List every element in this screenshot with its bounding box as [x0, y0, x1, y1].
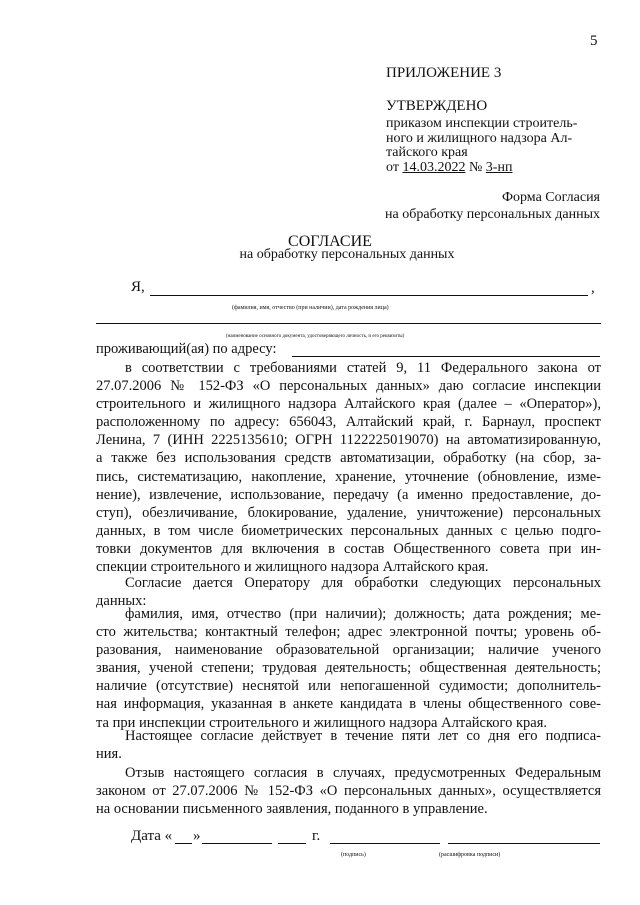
year-field-line[interactable] [278, 843, 306, 844]
paragraph-validity [96, 727, 601, 763]
name-field-line[interactable] [150, 295, 588, 296]
date-close-quote: » [193, 828, 201, 844]
text-line: сто жительства; контактный телефон; адрес электронной почты; уровень об- [96, 624, 601, 641]
page-number: 5 [590, 33, 598, 49]
text-line: строительного и жилищного надзора Алтайского края (далее – «Оператор»), [96, 396, 601, 413]
address-field-line[interactable] [292, 356, 600, 357]
order-line: тайского края [386, 145, 468, 160]
order-text [386, 117, 577, 161]
text-line: звания, ученой степени; трудовая деятельность; общественная деятельность; [96, 660, 601, 677]
name-field-end: , [591, 280, 595, 296]
text-line: ступ), обезличивание, блокирование, удаление, уничтожение) персональных [96, 504, 601, 521]
address-label: проживающий(ая) по адресу: [96, 341, 277, 357]
text-line: расположенному по адресу: 656043, Алтайский край, г. Барнаул, проспект [96, 414, 601, 431]
order-number: 3-нп [485, 160, 513, 175]
year-suffix: г. [312, 828, 321, 844]
text-line: Настоящее согласие действует в течение пяти лет со дня его подписа- [125, 728, 601, 744]
text-line: ная информация, указанная в анкете кандидата в члены общественного сове- [96, 696, 601, 713]
text-line: Согласие дается Оператору для обработки следующих персональных [125, 575, 601, 591]
document-caption: (наименование основного документа, удостоверяющего личность, и его реквизиты) [226, 334, 405, 339]
day-field-line[interactable] [175, 843, 192, 844]
order-line: приказом инспекции строитель- [386, 116, 578, 131]
text-line: данных, в том числе биометрических персональных данных с целью подго- [96, 522, 601, 539]
text-line: фамилия, имя, отчество (при наличии); должность; дата рождения; ме- [125, 606, 601, 622]
order-date-line [386, 160, 512, 176]
date-label: Дата « [131, 828, 173, 844]
paragraph-consent [96, 359, 601, 576]
form-caption-line: на обработку персональных данных [385, 207, 600, 222]
text-line: спекции строительного и жилищного надзора Алтайского края. [96, 559, 489, 576]
text-line: данных: [96, 593, 147, 610]
month-field-line[interactable] [202, 843, 272, 844]
text-line: товки документов для включения в состав Общественного совета при ин- [96, 540, 601, 557]
text-line: Отзыв настоящего согласия в случаях, предусмотренных Федеральным [125, 765, 601, 781]
text-line: пись, систематизацию, накопление, хранение, уточнение (обновление, изме- [96, 468, 601, 485]
text-line: на основании письменного заявления, поданного в управление. [96, 801, 488, 818]
paragraph-withdrawal [96, 764, 601, 818]
text-line: а также без использования средств автоматизации, обработку (на сбор, за- [96, 450, 601, 467]
name-caption: (фамилия, имя, отчество (при наличии), дата рождения лица) [232, 305, 389, 311]
text-line: разования, наименование образовательной организации; наличие ученого [96, 642, 601, 659]
text-line: законом от 27.07.2006 № 152-ФЗ «О персональных данных», осуществляется [96, 783, 601, 800]
number-sign: № [468, 160, 483, 175]
appendix-heading: ПРИЛОЖЕНИЕ 3 [386, 65, 502, 81]
text-line: ния. [96, 746, 122, 763]
document-field-line[interactable] [96, 323, 601, 324]
document-subtitle: на обработку персональных данных [239, 247, 455, 262]
signature-caption: (подпись) [341, 852, 366, 858]
document-title: СОГЛАСИЕ [288, 233, 372, 250]
date-prefix: от [386, 160, 399, 175]
signature-decoding-field-line[interactable] [448, 843, 600, 844]
text-line: нение), извлечение, использование, передачу (а именно предоставление, до- [96, 486, 601, 503]
i-label: Я, [131, 279, 145, 295]
form-caption-line: Форма Согласия [501, 190, 600, 205]
form-caption [386, 189, 600, 207]
decoding-caption: (расшифровка подписи) [439, 852, 501, 858]
text-line: 27.07.2006 № 152-ФЗ «О персональных данных» даю согласие инспекции [96, 378, 601, 395]
text-line: та при инспекции строительного и жилищного надзора Алтайского края. [96, 714, 548, 731]
signature-field-line[interactable] [330, 843, 440, 844]
order-line: ного и жилищного надзора Ал- [386, 130, 573, 146]
order-date: 14.03.2022 [402, 160, 466, 175]
text-line: в соответствии с требованиями статей 9, 11 Федерального закона от [125, 360, 601, 376]
approved-heading: УТВЕРЖДЕНО [386, 98, 488, 114]
text-line: Ленина, 7 (ИНН 2225135610; ОГРН 1122225019070) на автоматизированную, [96, 432, 601, 449]
text-line: наличие (отсутствие) неснятой или непогашенной судимости; дополнитель- [96, 678, 601, 695]
paragraph-data-list [96, 605, 601, 732]
